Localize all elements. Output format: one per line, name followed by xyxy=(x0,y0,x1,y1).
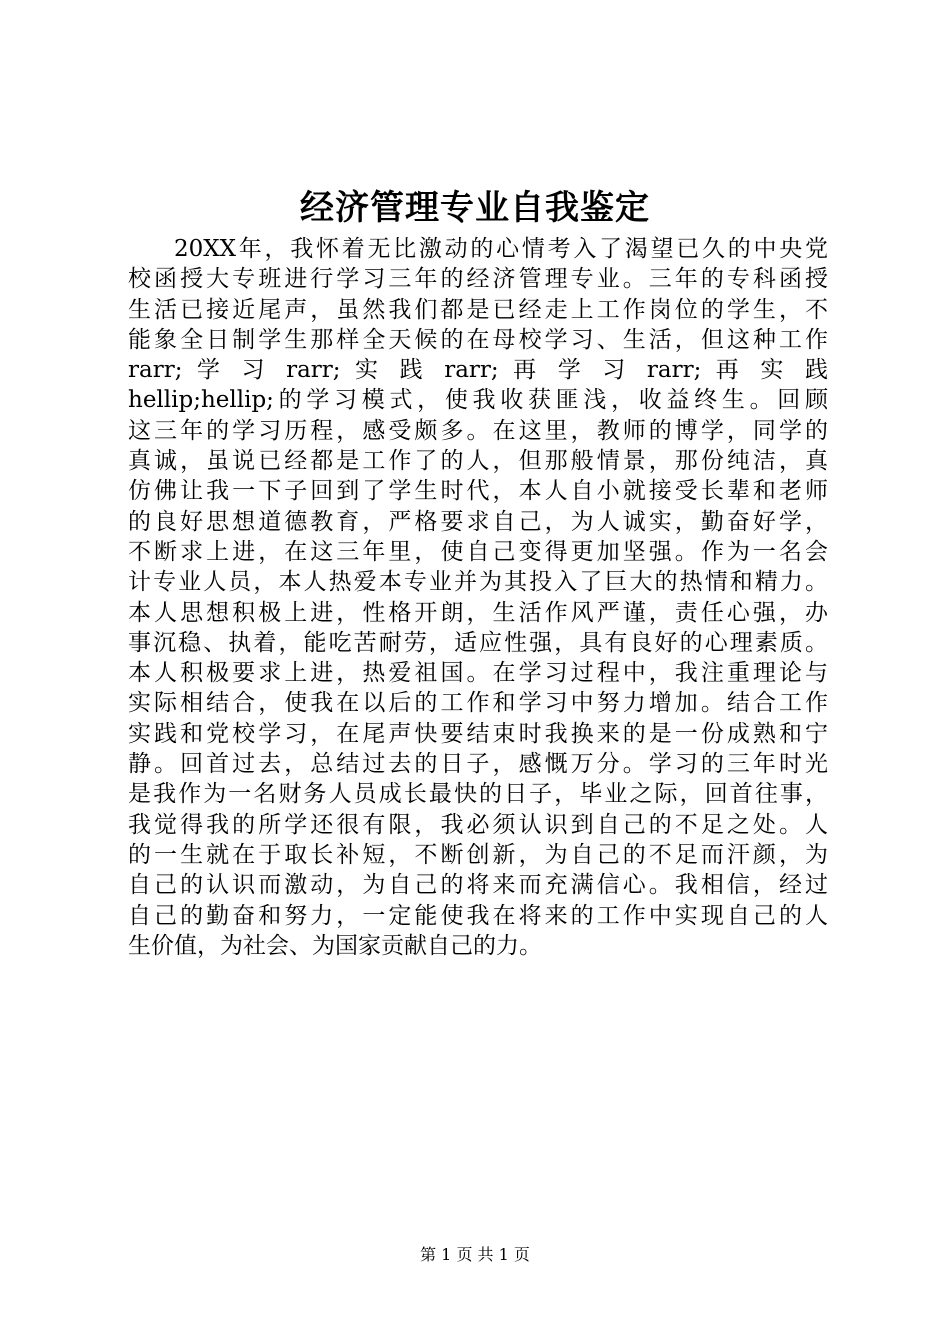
paragraph-line: 自己的认识而激动，为自己的将来而充满信心。我相信，经过 xyxy=(128,872,828,899)
paragraph-line: 实际相结合，使我在以后的工作和学习中努力增加。结合工作 xyxy=(128,690,828,717)
paragraph-line: 生价值，为社会、为国家贡献自己的力。 xyxy=(128,932,542,959)
paragraph-line: 能象全日制学生那样全天候的在母校学习、生活，但这种工作 xyxy=(128,326,828,353)
paragraph-line: 不断求上进，在这三年里，使自己变得更加坚强。作为一名会 xyxy=(128,538,828,565)
paragraph-line: 实践和党校学习，在尾声快要结束时我换来的是一份成熟和宁 xyxy=(128,720,828,747)
paragraph-line: 本人思想积极上进，性格开朗，生活作风严谨，责任心强，办 xyxy=(128,599,828,626)
page-number-footer: 第 1 页 共 1 页 xyxy=(420,1245,530,1264)
paragraph-line: 的一生就在于取长补短，不断创新，为自己的不足而汗颜，为 xyxy=(128,841,828,868)
paragraph-line: 计专业人员，本人热爱本专业并为其投入了巨大的热情和精力。 xyxy=(128,569,828,596)
paragraph-line: rarr; 学 习 rarr; 实 践 rarr; 再 学 习 rarr; 再 实 践 xyxy=(128,357,828,384)
body-paragraph xyxy=(128,234,828,961)
paragraph-line: 本人积极要求上进，热爱祖国。在学习过程中，我注重理论与 xyxy=(128,660,828,687)
paragraph-line: 事沉稳、执着，能吃苦耐劳，适应性强，具有良好的心理素质。 xyxy=(128,629,828,656)
paragraph-line: 的良好思想道德教育，严格要求自己，为人诚实，勤奋好学， xyxy=(128,508,828,535)
paragraph-line: 我觉得我的所学还很有限，我必须认识到自己的不足之处。人 xyxy=(128,811,828,838)
page-title: 经济管理专业自我鉴定 xyxy=(300,188,650,228)
paragraph-line: 真诚，虽说已经都是工作了的人，但那般情景，那份纯洁，真 xyxy=(128,448,828,475)
paragraph-line: 静。回首过去，总结过去的日子，感慨万分。学习的三年时光 xyxy=(128,751,828,778)
paragraph-line: 20XX年，我怀着无比激动的心情考入了渴望已久的中央党 xyxy=(174,236,828,262)
paragraph-line: hellip;hellip;的学习模式，使我收获匪浅，收益终生。回顾 xyxy=(128,387,828,414)
paragraph-line: 是我作为一名财务人员成长最快的日子，毕业之际，回首往事， xyxy=(128,781,828,808)
paragraph-line: 这三年的学习历程，感受颇多。在这里，教师的博学，同学的 xyxy=(128,417,828,444)
paragraph-line: 仿佛让我一下子回到了学生时代，本人自小就接受长辈和老师 xyxy=(128,478,828,505)
paragraph-line: 自己的勤奋和努力，一定能使我在将来的工作中实现自己的人 xyxy=(128,902,828,929)
paragraph-line: 校函授大专班进行学习三年的经济管理专业。三年的专科函授 xyxy=(128,266,828,293)
paragraph-line: 生活已接近尾声，虽然我们都是已经走上工作岗位的学生，不 xyxy=(128,296,828,323)
